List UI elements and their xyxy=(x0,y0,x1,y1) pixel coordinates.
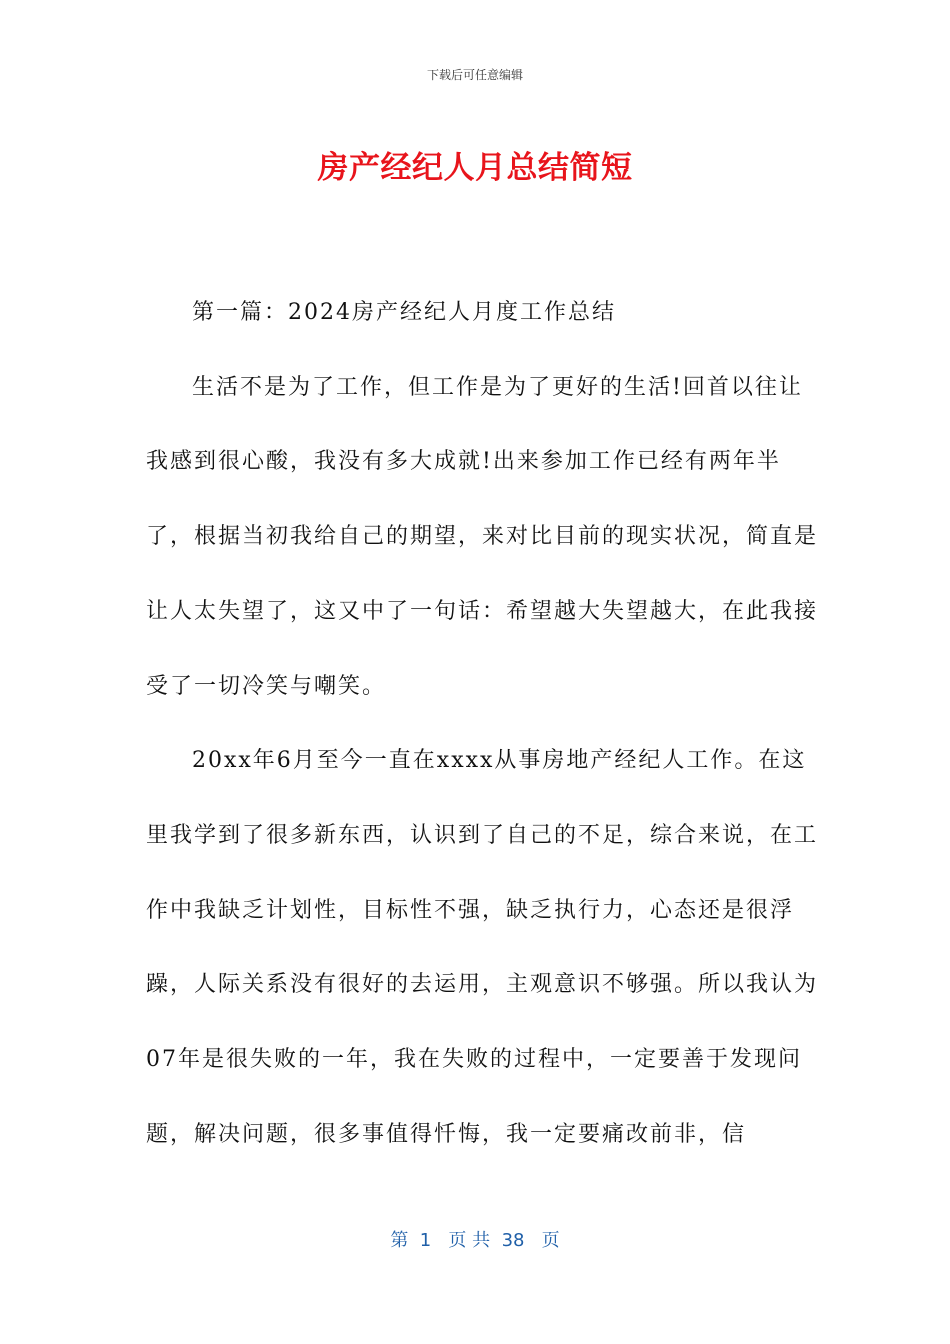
paragraph-2: 20xx年6月至今一直在xxxx从事房地产经纪人工作。在这里我学到了很多新东西，认识到了自己的不足，综合来说，在工作中我缺乏计划性，目标性不强，缺乏执行力，心态还是很浮躁，人际关系没有很好的去运用，主观意识不够强。所以我认为07年是很失败的一年，我在失败的过程中，一定要善于发现问题，解决问题，很多事值得忏悔，我一定要痛改前非，信 xyxy=(146,748,819,1147)
document-body xyxy=(146,276,818,1172)
page-footer: 第 1 页 共 38 页 xyxy=(390,1230,560,1251)
paragraph-1: 生活不是为了工作，但工作是为了更好的生活!回首以往让我感到很心酸，我没有多大成就!出来参加工作已经有两年半了，根据当初我给自己的期望，来对比目前的现实状况，简直是让人太失望了，这又中了一句话：希望越大失望越大，在此我接受了一切冷笑与嘲笑。 xyxy=(146,374,819,699)
section-heading: 第一篇：2024房产经纪人月度工作总结 xyxy=(192,300,616,325)
document-title: 房产经纪人月总结简短 xyxy=(317,150,633,186)
header-note: 下载后可任意编辑 xyxy=(426,68,523,82)
